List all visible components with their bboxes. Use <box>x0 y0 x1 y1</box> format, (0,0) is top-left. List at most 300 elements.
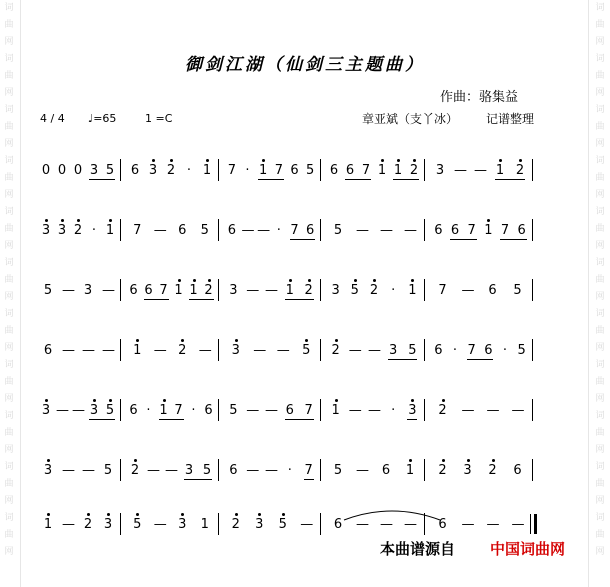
augmentation-dot: · <box>452 343 458 358</box>
eighth-note-underline <box>89 179 115 180</box>
barline <box>320 339 321 361</box>
note-digit: 1 <box>174 283 183 298</box>
note-digit: 1 <box>259 163 268 178</box>
high-octave-dot <box>487 219 490 222</box>
note-digit: 3 <box>41 223 51 238</box>
note-digit: 6 <box>329 163 339 178</box>
barline <box>218 399 219 421</box>
time-signature: 4 / 4 <box>40 112 65 125</box>
note-digit: 1 <box>200 517 209 532</box>
watermark-char: 网 <box>595 292 605 302</box>
note-digit: 7 <box>159 283 168 298</box>
watermark-char: 词 <box>4 309 14 319</box>
high-octave-dot <box>87 513 90 516</box>
eighth-note-underline <box>467 359 494 360</box>
note-digit: 2 <box>331 343 340 358</box>
high-octave-dot <box>235 339 238 342</box>
note-digit: 7 <box>304 403 313 418</box>
note-digit: 0 <box>57 163 67 178</box>
high-octave-dot <box>409 459 412 462</box>
note-digit: 7 <box>274 163 283 178</box>
note-digit: 5 <box>105 403 115 418</box>
eighth-note-underline <box>407 419 417 420</box>
tempo-marking: ♩=65 <box>88 112 117 125</box>
watermark-char: 网 <box>4 190 14 200</box>
note-digit: 6 <box>381 463 391 478</box>
note-digit: 2 <box>369 283 379 298</box>
augmentation-dot: · <box>91 223 97 238</box>
watermark-char: 词 <box>595 3 605 13</box>
watermark-char: 网 <box>4 343 14 353</box>
key-signature: 1 =C <box>145 112 173 125</box>
note-digit: 3 <box>103 517 113 532</box>
note-digit: 3 <box>43 463 53 478</box>
watermark-char: 网 <box>4 139 14 149</box>
watermark-char: 网 <box>4 292 14 302</box>
note-digit: 3 <box>184 463 194 478</box>
barline <box>120 279 121 301</box>
watermark-char: 曲 <box>595 122 605 132</box>
watermark-char: 词 <box>595 105 605 115</box>
sustain-dash: — <box>404 223 417 238</box>
sustain-dash: — <box>265 403 278 418</box>
watermark-char: 词 <box>595 309 605 319</box>
watermark-char: 曲 <box>4 71 14 81</box>
sustain-dash: — <box>356 223 369 238</box>
high-octave-dot <box>45 399 48 402</box>
note-digit: 1 <box>393 163 403 178</box>
high-octave-dot <box>107 513 110 516</box>
watermark-char: 网 <box>595 190 605 200</box>
sustain-dash: — <box>62 343 75 358</box>
watermark-char: 网 <box>595 343 605 353</box>
note-digit: 1 <box>285 283 294 298</box>
sustain-dash: — <box>461 403 475 418</box>
high-octave-dot <box>492 459 495 462</box>
eighth-note-underline <box>290 239 316 240</box>
watermark-char: 曲 <box>4 20 14 30</box>
sustain-dash: — <box>246 403 260 418</box>
watermark-char: 网 <box>4 88 14 98</box>
note-digit: 1 <box>105 223 115 238</box>
note-digit: 3 <box>389 343 398 358</box>
eighth-note-underline <box>393 179 419 180</box>
note-digit: 6 <box>450 223 460 238</box>
watermark-char: 词 <box>4 513 14 523</box>
watermark-char: 词 <box>4 258 14 268</box>
barline <box>532 339 533 361</box>
score-line <box>38 396 558 426</box>
recorded-note: 记谱整理 <box>486 112 535 126</box>
high-octave-dot <box>258 513 261 516</box>
barline <box>218 513 219 535</box>
note-digit: 2 <box>178 343 187 358</box>
note-digit: 3 <box>57 223 67 238</box>
watermark-char: 词 <box>595 207 605 217</box>
sustain-dash: — <box>165 463 178 478</box>
sustain-dash: — <box>82 343 95 358</box>
watermark-char: 曲 <box>595 20 605 30</box>
high-octave-dot <box>170 159 173 162</box>
watermark-char: 网 <box>595 496 605 506</box>
high-octave-dot <box>178 279 181 282</box>
high-octave-dot <box>47 459 50 462</box>
sustain-dash: — <box>62 463 75 478</box>
sustain-dash: — <box>461 283 475 298</box>
high-octave-dot <box>335 339 338 342</box>
sustain-dash: — <box>153 343 167 358</box>
sustain-dash: — <box>241 223 255 238</box>
sustain-dash: — <box>257 223 271 238</box>
note-digit: 7 <box>467 223 476 238</box>
score-title: 御剑江湖（仙剑三主题曲） <box>185 55 425 75</box>
sustain-dash: — <box>72 403 85 418</box>
note-digit: 5 <box>517 343 526 358</box>
note-digit: 1 <box>484 223 493 238</box>
note-digit: 5 <box>43 283 53 298</box>
watermark-char: 曲 <box>595 173 605 183</box>
barline <box>218 339 219 361</box>
note-digit: 3 <box>463 463 472 478</box>
note-digit: 2 <box>515 163 525 178</box>
high-octave-dot <box>519 159 522 162</box>
watermark-char: 曲 <box>4 275 14 285</box>
note-digit: 5 <box>306 163 315 178</box>
barline <box>424 159 425 181</box>
sustain-dash: — <box>356 463 369 478</box>
note-digit: 3 <box>255 517 264 532</box>
source-label: 本曲谱源自 <box>380 540 456 558</box>
sustain-dash: — <box>102 343 115 358</box>
note-digit: 6 <box>290 163 299 178</box>
watermark-char: 网 <box>595 37 605 47</box>
score-line <box>38 456 558 486</box>
sustain-dash: — <box>300 517 314 532</box>
note-digit: 2 <box>488 463 497 478</box>
note-digit: 0 <box>73 163 83 178</box>
note-digit: 3 <box>231 343 240 358</box>
note-digit: 2 <box>438 403 447 418</box>
sustain-dash: — <box>454 163 467 178</box>
high-octave-dot <box>413 159 416 162</box>
watermark-char: 曲 <box>4 224 14 234</box>
note-digit: 1 <box>495 163 505 178</box>
note-digit: 6 <box>130 163 140 178</box>
eighth-note-underline <box>184 479 212 480</box>
sustain-dash: — <box>486 403 500 418</box>
watermark-char: 曲 <box>595 71 605 81</box>
watermark-char: 词 <box>595 258 605 268</box>
augmentation-dot: · <box>276 223 281 238</box>
barline <box>120 159 121 181</box>
watermark-char: 词 <box>595 54 605 64</box>
watermark-char: 词 <box>4 360 14 370</box>
note-digit: 3 <box>435 163 445 178</box>
sustain-dash: — <box>474 163 487 178</box>
barline <box>120 399 121 421</box>
high-octave-dot <box>163 399 166 402</box>
watermark-char: 网 <box>4 547 14 557</box>
watermark-char: 曲 <box>4 122 14 132</box>
watermark-char: 曲 <box>595 479 605 489</box>
note-digit: 6 <box>43 343 53 358</box>
watermark-char: 网 <box>595 88 605 98</box>
note-digit: 6 <box>513 463 522 478</box>
watermark-char: 网 <box>595 394 605 404</box>
note-digit: 6 <box>484 343 493 358</box>
watermark-char: 词 <box>4 462 14 472</box>
note-digit: 2 <box>73 223 83 238</box>
augmentation-dot: · <box>245 163 250 178</box>
score-line <box>38 156 558 186</box>
watermark-char: 词 <box>4 105 14 115</box>
high-octave-dot <box>442 459 445 462</box>
note-digit: 2 <box>204 283 213 298</box>
note-digit: 7 <box>133 223 142 238</box>
note-digit: 3 <box>148 163 158 178</box>
barline <box>424 399 425 421</box>
watermark-char: 曲 <box>595 377 605 387</box>
eighth-note-underline <box>500 239 527 240</box>
note-digit: 2 <box>409 163 419 178</box>
high-octave-dot <box>136 513 139 516</box>
barline <box>532 219 533 241</box>
augmentation-dot: · <box>146 403 151 418</box>
high-octave-dot <box>235 513 238 516</box>
eighth-note-underline <box>345 179 371 180</box>
note-digit: 1 <box>331 403 340 418</box>
eighth-note-underline <box>159 419 184 420</box>
score-line <box>38 276 558 306</box>
note-digit: 6 <box>285 403 294 418</box>
barline <box>424 279 425 301</box>
watermark-left-column <box>3 0 15 561</box>
note-digit: 7 <box>467 343 476 358</box>
eighth-note-underline <box>285 419 314 420</box>
sustain-dash: — <box>198 343 212 358</box>
note-digit: 6 <box>129 283 138 298</box>
high-octave-dot <box>152 159 155 162</box>
note-digit: 1 <box>405 463 415 478</box>
note-digit: 2 <box>130 463 140 478</box>
sustain-dash: — <box>56 403 69 418</box>
watermark-char: 词 <box>4 207 14 217</box>
note-digit: 7 <box>500 223 510 238</box>
note-digit: 2 <box>231 517 240 532</box>
high-octave-dot <box>381 159 384 162</box>
note-digit: 3 <box>408 403 417 418</box>
note-digit: 5 <box>513 283 522 298</box>
high-octave-dot <box>193 279 196 282</box>
high-octave-dot <box>47 513 50 516</box>
eighth-note-underline <box>304 479 314 480</box>
high-octave-dot <box>373 279 376 282</box>
watermark-char: 词 <box>4 54 14 64</box>
barline <box>424 459 425 481</box>
augmentation-dot: · <box>391 403 396 418</box>
barline <box>320 513 321 535</box>
barline <box>532 399 533 421</box>
watermark-char: 网 <box>595 445 605 455</box>
eighth-note-underline <box>258 179 284 180</box>
note-digit: 7 <box>227 163 236 178</box>
sustain-dash: — <box>276 343 290 358</box>
barline <box>218 159 219 181</box>
left-margin-line <box>20 0 21 587</box>
watermark-char: 曲 <box>595 326 605 336</box>
sustain-dash: — <box>368 343 381 358</box>
sustain-dash: — <box>348 403 362 418</box>
source-site-link[interactable]: 中国词曲网 <box>490 540 566 558</box>
score-line <box>38 216 558 246</box>
sustain-dash: — <box>380 223 393 238</box>
sustain-dash: — <box>102 283 115 298</box>
note-digit: 1 <box>377 163 387 178</box>
high-octave-dot <box>181 339 184 342</box>
note-digit: 7 <box>438 283 447 298</box>
barline <box>218 279 219 301</box>
augmentation-dot: · <box>502 343 508 358</box>
note-digit: 1 <box>159 403 168 418</box>
watermark-char: 词 <box>595 156 605 166</box>
watermark-char: 网 <box>4 37 14 47</box>
high-octave-dot <box>289 279 292 282</box>
final-barline-thick <box>534 514 537 534</box>
eighth-note-underline <box>450 239 477 240</box>
note-digit: 6 <box>517 223 526 238</box>
note-digit: 6 <box>488 283 497 298</box>
high-octave-dot <box>45 219 48 222</box>
watermark-char: 曲 <box>4 530 14 540</box>
sustain-dash: — <box>253 343 267 358</box>
sustain-dash: — <box>368 403 381 418</box>
note-digit: 5 <box>302 343 311 358</box>
note-digit: 6 <box>306 223 315 238</box>
final-barline-thin <box>530 514 531 534</box>
eighth-note-underline <box>189 299 214 300</box>
note-digit: 5 <box>333 223 343 238</box>
sustain-dash: — <box>461 517 475 532</box>
sustain-dash: — <box>62 517 75 532</box>
note-digit: 5 <box>202 463 212 478</box>
sustain-dash: — <box>82 463 95 478</box>
high-octave-dot <box>206 159 209 162</box>
watermark-char: 网 <box>4 496 14 506</box>
note-digit: 5 <box>350 283 359 298</box>
note-digit: 1 <box>43 517 53 532</box>
high-octave-dot <box>308 279 311 282</box>
note-digit: 5 <box>105 163 115 178</box>
score-line <box>38 510 558 540</box>
note-digit: 2 <box>166 163 176 178</box>
high-octave-dot <box>93 399 96 402</box>
note-digit: 6 <box>434 223 443 238</box>
barline <box>218 219 219 241</box>
barline <box>120 513 121 535</box>
note-digit: 1 <box>408 283 417 298</box>
watermark-char: 词 <box>4 156 14 166</box>
note-digit: 6 <box>129 403 138 418</box>
high-octave-dot <box>61 219 64 222</box>
note-digit: 7 <box>304 463 313 478</box>
note-digit: 5 <box>103 463 113 478</box>
note-digit: 0 <box>41 163 51 178</box>
high-octave-dot <box>77 219 80 222</box>
barline <box>320 399 321 421</box>
sustain-dash: — <box>153 223 167 238</box>
eighth-note-underline <box>144 299 169 300</box>
note-digit: 6 <box>229 463 238 478</box>
barline <box>320 159 321 181</box>
augmentation-dot: · <box>287 463 292 478</box>
watermark-char: 曲 <box>595 275 605 285</box>
note-digit: 3 <box>229 283 238 298</box>
high-octave-dot <box>467 459 470 462</box>
eighth-note-underline <box>285 299 314 300</box>
eighth-note-underline <box>388 359 417 360</box>
watermark-char: 曲 <box>4 479 14 489</box>
barline <box>320 219 321 241</box>
sustain-dash: — <box>246 283 260 298</box>
high-octave-dot <box>411 279 414 282</box>
barline <box>120 339 121 361</box>
note-digit: 7 <box>174 403 183 418</box>
watermark-char: 词 <box>595 462 605 472</box>
high-octave-dot <box>136 339 139 342</box>
score-line <box>38 336 558 366</box>
note-digit: 5 <box>333 463 343 478</box>
note-digit: 1 <box>189 283 198 298</box>
note-digit: 3 <box>41 403 51 418</box>
tie-arc <box>342 506 442 522</box>
right-margin-line <box>588 0 589 587</box>
note-digit: 6 <box>333 517 343 532</box>
high-octave-dot <box>411 399 414 402</box>
note-digit: 6 <box>178 223 187 238</box>
note-digit: 3 <box>178 517 187 532</box>
note-digit: 2 <box>83 517 93 532</box>
high-octave-dot <box>208 279 211 282</box>
watermark-char: 网 <box>595 139 605 149</box>
note-digit: 5 <box>278 517 287 532</box>
note-digit: 2 <box>438 463 447 478</box>
barline <box>532 279 533 301</box>
sustain-dash: — <box>511 403 525 418</box>
note-digit: 6 <box>434 343 443 358</box>
high-octave-dot <box>305 339 308 342</box>
augmentation-dot: · <box>191 403 196 418</box>
sustain-dash: — <box>486 517 500 532</box>
sustain-dash: — <box>147 463 160 478</box>
high-octave-dot <box>335 399 338 402</box>
note-digit: 5 <box>133 517 142 532</box>
high-octave-dot <box>397 159 400 162</box>
sustain-dash: — <box>62 283 75 298</box>
note-digit: 6 <box>227 223 236 238</box>
sustain-dash: — <box>153 517 167 532</box>
high-octave-dot <box>442 399 445 402</box>
note-digit: 5 <box>200 223 209 238</box>
sustain-dash: — <box>380 517 393 532</box>
note-digit: 1 <box>202 163 212 178</box>
high-octave-dot <box>109 219 112 222</box>
sustain-dash: — <box>356 517 369 532</box>
watermark-char: 网 <box>4 394 14 404</box>
note-digit: 3 <box>331 283 340 298</box>
note-digit: 6 <box>204 403 213 418</box>
high-octave-dot <box>354 279 357 282</box>
high-octave-dot <box>499 159 502 162</box>
